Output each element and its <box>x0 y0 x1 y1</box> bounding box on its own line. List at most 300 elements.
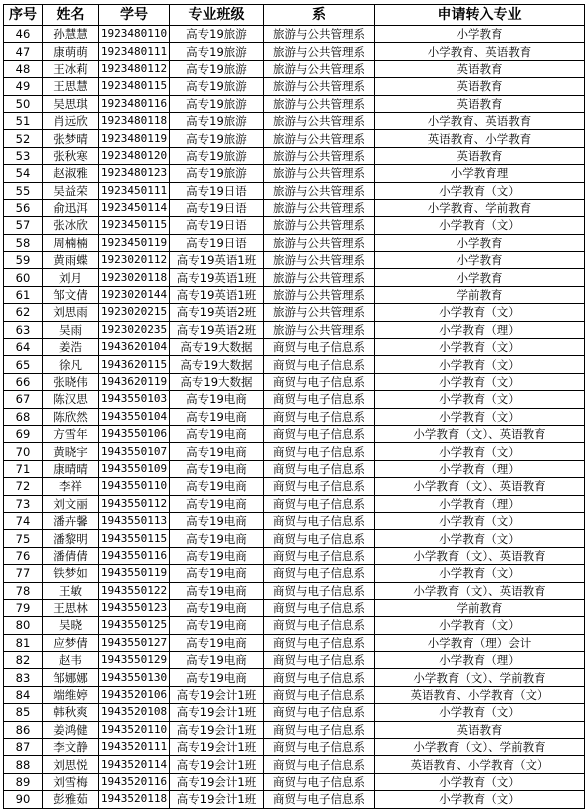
cell-department: 商贸与电子信息系 <box>264 756 375 773</box>
cell-target-major: 小学教育（文） <box>375 617 585 634</box>
cell-name: 吴雨 <box>43 321 99 338</box>
table-row <box>4 478 585 495</box>
cell-student-id: 1943550125 <box>99 617 170 634</box>
cell-class: 高专19旅游 <box>170 78 264 95</box>
cell-department: 商贸与电子信息系 <box>264 634 375 651</box>
cell-class: 高专19英语2班 <box>170 321 264 338</box>
cell-name: 俞迅洱 <box>43 199 99 216</box>
cell-student-id: 1943550119 <box>99 565 170 582</box>
table-row <box>4 704 585 721</box>
cell-student-id: 1943550103 <box>99 391 170 408</box>
cell-seq: 78 <box>4 582 43 599</box>
cell-student-id: 1923020144 <box>99 286 170 303</box>
cell-class: 高专19电商 <box>170 565 264 582</box>
table-row <box>4 721 585 738</box>
cell-class: 高专19电商 <box>170 547 264 564</box>
cell-target-major: 小学教育（文） <box>375 704 585 721</box>
table-row <box>4 339 585 356</box>
cell-department: 商贸与电子信息系 <box>264 495 375 512</box>
cell-name: 姜浩 <box>43 339 99 356</box>
cell-target-major: 小学教育（理） <box>375 495 585 512</box>
table-row <box>4 599 585 616</box>
cell-department: 商贸与电子信息系 <box>264 443 375 460</box>
cell-target-major: 小学教育 <box>375 269 585 286</box>
cell-name: 陈欣然 <box>43 408 99 425</box>
table-row <box>4 60 585 77</box>
table-row <box>4 495 585 512</box>
table-row <box>4 252 585 269</box>
cell-seq: 72 <box>4 478 43 495</box>
cell-department: 旅游与公共管理系 <box>264 60 375 77</box>
cell-name: 刘思悦 <box>43 756 99 773</box>
cell-name: 王思林 <box>43 599 99 616</box>
cell-student-id: 1943550122 <box>99 582 170 599</box>
cell-student-id: 1923450114 <box>99 199 170 216</box>
cell-seq: 55 <box>4 182 43 199</box>
cell-target-major: 小学教育 <box>375 252 585 269</box>
cell-student-id: 1943550116 <box>99 547 170 564</box>
cell-target-major: 英语教育、小学教育（文） <box>375 756 585 773</box>
cell-class: 高专19会计1班 <box>170 791 264 808</box>
cell-target-major: 小学教育（文）、学前教育 <box>375 739 585 756</box>
cell-student-id: 1943550115 <box>99 530 170 547</box>
table-row <box>4 217 585 234</box>
cell-class: 高专19英语1班 <box>170 269 264 286</box>
cell-target-major: 小学教育理 <box>375 165 585 182</box>
cell-student-id: 1923450119 <box>99 234 170 251</box>
cell-class: 高专19会计1班 <box>170 756 264 773</box>
cell-student-id: 1943550129 <box>99 652 170 669</box>
cell-class: 高专19电商 <box>170 460 264 477</box>
cell-target-major: 英语教育 <box>375 78 585 95</box>
cell-seq: 68 <box>4 408 43 425</box>
cell-class: 高专19旅游 <box>170 26 264 43</box>
cell-target-major: 英语教育 <box>375 721 585 738</box>
cell-seq: 75 <box>4 530 43 547</box>
cell-class: 高专19电商 <box>170 599 264 616</box>
table-header <box>4 5 585 26</box>
cell-name: 康晴晴 <box>43 460 99 477</box>
cell-student-id: 1943520108 <box>99 704 170 721</box>
cell-department: 商贸与电子信息系 <box>264 339 375 356</box>
cell-name: 李文静 <box>43 739 99 756</box>
cell-seq: 65 <box>4 356 43 373</box>
cell-name: 张晓伟 <box>43 373 99 390</box>
table-row <box>4 269 585 286</box>
cell-seq: 63 <box>4 321 43 338</box>
cell-seq: 70 <box>4 443 43 460</box>
cell-department: 商贸与电子信息系 <box>264 391 375 408</box>
cell-student-id: 1943550107 <box>99 443 170 460</box>
table-row <box>4 234 585 251</box>
cell-student-id: 1923480120 <box>99 147 170 164</box>
cell-seq: 67 <box>4 391 43 408</box>
cell-student-id: 1943550113 <box>99 512 170 529</box>
cell-department: 旅游与公共管理系 <box>264 304 375 321</box>
cell-class: 高专19会计1班 <box>170 686 264 703</box>
cell-seq: 48 <box>4 60 43 77</box>
table-row <box>4 686 585 703</box>
cell-name: 黄雨蝶 <box>43 252 99 269</box>
cell-class: 高专19日语 <box>170 182 264 199</box>
cell-department: 商贸与电子信息系 <box>264 425 375 442</box>
cell-student-id: 1943520106 <box>99 686 170 703</box>
cell-class: 高专19电商 <box>170 443 264 460</box>
cell-name: 张梦晴 <box>43 130 99 147</box>
cell-target-major: 小学教育、英语教育 <box>375 43 585 60</box>
table-row <box>4 652 585 669</box>
cell-target-major: 小学教育（文）、英语教育 <box>375 478 585 495</box>
cell-student-id: 1923480115 <box>99 78 170 95</box>
cell-class: 高专19电商 <box>170 391 264 408</box>
cell-student-id: 1943550109 <box>99 460 170 477</box>
cell-target-major: 小学教育、学前教育 <box>375 199 585 216</box>
table-row <box>4 530 585 547</box>
cell-name: 李祥 <box>43 478 99 495</box>
table-row <box>4 791 585 808</box>
cell-department: 商贸与电子信息系 <box>264 652 375 669</box>
cell-target-major: 小学教育（文） <box>375 391 585 408</box>
cell-student-id: 1923020215 <box>99 304 170 321</box>
cell-student-id: 1943520118 <box>99 791 170 808</box>
cell-student-id: 1923020118 <box>99 269 170 286</box>
cell-seq: 52 <box>4 130 43 147</box>
cell-class: 高专19旅游 <box>170 165 264 182</box>
cell-target-major: 小学教育（理）会计 <box>375 634 585 651</box>
cell-department: 商贸与电子信息系 <box>264 547 375 564</box>
cell-seq: 54 <box>4 165 43 182</box>
cell-class: 高专19电商 <box>170 495 264 512</box>
cell-target-major: 学前教育 <box>375 286 585 303</box>
cell-seq: 84 <box>4 686 43 703</box>
cell-department: 旅游与公共管理系 <box>264 95 375 112</box>
cell-name: 孙慧慧 <box>43 26 99 43</box>
table-row <box>4 112 585 129</box>
cell-seq: 87 <box>4 739 43 756</box>
cell-target-major: 小学教育（文） <box>375 443 585 460</box>
table-row <box>4 78 585 95</box>
cell-target-major: 小学教育（文） <box>375 304 585 321</box>
cell-target-major: 小学教育 <box>375 26 585 43</box>
cell-department: 商贸与电子信息系 <box>264 721 375 738</box>
cell-seq: 76 <box>4 547 43 564</box>
cell-class: 高专19旅游 <box>170 130 264 147</box>
cell-student-id: 1943620119 <box>99 373 170 390</box>
cell-name: 肖远欣 <box>43 112 99 129</box>
cell-target-major: 小学教育（文） <box>375 512 585 529</box>
cell-seq: 88 <box>4 756 43 773</box>
cell-seq: 61 <box>4 286 43 303</box>
cell-seq: 74 <box>4 512 43 529</box>
cell-class: 高专19日语 <box>170 199 264 216</box>
cell-department: 旅游与公共管理系 <box>264 269 375 286</box>
table-row <box>4 147 585 164</box>
cell-student-id: 1923020112 <box>99 252 170 269</box>
cell-target-major: 英语教育 <box>375 60 585 77</box>
cell-department: 旅游与公共管理系 <box>264 165 375 182</box>
cell-seq: 58 <box>4 234 43 251</box>
cell-class: 高专19旅游 <box>170 112 264 129</box>
cell-department: 旅游与公共管理系 <box>264 217 375 234</box>
cell-student-id: 1943550112 <box>99 495 170 512</box>
cell-student-id: 1923480111 <box>99 43 170 60</box>
cell-seq: 82 <box>4 652 43 669</box>
cell-class: 高专19电商 <box>170 478 264 495</box>
cell-seq: 90 <box>4 791 43 808</box>
cell-class: 高专19旅游 <box>170 43 264 60</box>
cell-student-id: 1943550110 <box>99 478 170 495</box>
cell-department: 商贸与电子信息系 <box>264 478 375 495</box>
cell-student-id: 1943620104 <box>99 339 170 356</box>
cell-seq: 51 <box>4 112 43 129</box>
cell-student-id: 1923480118 <box>99 112 170 129</box>
cell-target-major: 小学教育（文） <box>375 408 585 425</box>
cell-seq: 83 <box>4 669 43 686</box>
cell-department: 旅游与公共管理系 <box>264 199 375 216</box>
cell-student-id: 1943550130 <box>99 669 170 686</box>
cell-seq: 64 <box>4 339 43 356</box>
cell-name: 潘卉馨 <box>43 512 99 529</box>
cell-class: 高专19日语 <box>170 217 264 234</box>
table-row <box>4 512 585 529</box>
cell-student-id: 1923450115 <box>99 217 170 234</box>
table-row <box>4 773 585 790</box>
table-row <box>4 669 585 686</box>
cell-student-id: 1943620115 <box>99 356 170 373</box>
table-row <box>4 26 585 43</box>
cell-name: 潘黎明 <box>43 530 99 547</box>
header-class: 专业班级 <box>170 5 264 26</box>
cell-department: 商贸与电子信息系 <box>264 617 375 634</box>
cell-student-id: 1923480116 <box>99 95 170 112</box>
cell-department: 商贸与电子信息系 <box>264 739 375 756</box>
cell-name: 邹娜娜 <box>43 669 99 686</box>
cell-department: 商贸与电子信息系 <box>264 565 375 582</box>
cell-student-id: 1943550104 <box>99 408 170 425</box>
cell-name: 赵韦 <box>43 652 99 669</box>
table-row <box>4 582 585 599</box>
cell-target-major: 小学教育（文）、英语教育 <box>375 582 585 599</box>
cell-class: 高专19旅游 <box>170 147 264 164</box>
cell-target-major: 小学教育（理） <box>375 321 585 338</box>
cell-name: 刘雪梅 <box>43 773 99 790</box>
cell-seq: 77 <box>4 565 43 582</box>
cell-class: 高专19英语1班 <box>170 286 264 303</box>
cell-class: 高专19电商 <box>170 582 264 599</box>
cell-target-major: 英语教育 <box>375 95 585 112</box>
cell-seq: 60 <box>4 269 43 286</box>
cell-department: 商贸与电子信息系 <box>264 686 375 703</box>
cell-target-major: 小学教育 <box>375 234 585 251</box>
cell-seq: 69 <box>4 425 43 442</box>
table-row <box>4 199 585 216</box>
cell-name: 潘倩倩 <box>43 547 99 564</box>
table-row <box>4 756 585 773</box>
cell-department: 旅游与公共管理系 <box>264 26 375 43</box>
cell-target-major: 小学教育（文） <box>375 791 585 808</box>
cell-student-id: 1943520111 <box>99 739 170 756</box>
cell-target-major: 小学教育（文） <box>375 373 585 390</box>
cell-name: 铁梦如 <box>43 565 99 582</box>
cell-class: 高专19电商 <box>170 617 264 634</box>
cell-department: 旅游与公共管理系 <box>264 130 375 147</box>
cell-target-major: 英语教育、小学教育（文） <box>375 686 585 703</box>
cell-class: 高专19电商 <box>170 634 264 651</box>
cell-department: 商贸与电子信息系 <box>264 773 375 790</box>
cell-target-major: 小学教育（文） <box>375 339 585 356</box>
cell-target-major: 英语教育 <box>375 147 585 164</box>
cell-class: 高专19会计1班 <box>170 704 264 721</box>
cell-name: 康萌萌 <box>43 43 99 60</box>
table-row <box>4 321 585 338</box>
cell-student-id: 1943550123 <box>99 599 170 616</box>
cell-student-id: 1923480119 <box>99 130 170 147</box>
cell-name: 吴益荣 <box>43 182 99 199</box>
cell-seq: 81 <box>4 634 43 651</box>
cell-student-id: 1923450111 <box>99 182 170 199</box>
cell-seq: 89 <box>4 773 43 790</box>
cell-name: 周楠楠 <box>43 234 99 251</box>
table-row <box>4 443 585 460</box>
cell-student-id: 1943550127 <box>99 634 170 651</box>
cell-name: 张冰欣 <box>43 217 99 234</box>
cell-department: 商贸与电子信息系 <box>264 599 375 616</box>
cell-name: 刘文丽 <box>43 495 99 512</box>
header-seq: 序号 <box>4 5 43 26</box>
cell-department: 旅游与公共管理系 <box>264 252 375 269</box>
cell-name: 应梦倩 <box>43 634 99 651</box>
cell-name: 赵淑雅 <box>43 165 99 182</box>
header-row <box>4 5 585 26</box>
cell-name: 王冰莉 <box>43 60 99 77</box>
cell-class: 高专19电商 <box>170 425 264 442</box>
cell-name: 姜鸿健 <box>43 721 99 738</box>
cell-name: 陈汉思 <box>43 391 99 408</box>
cell-department: 商贸与电子信息系 <box>264 582 375 599</box>
cell-name: 刘思雨 <box>43 304 99 321</box>
cell-seq: 62 <box>4 304 43 321</box>
table-row <box>4 165 585 182</box>
table-row <box>4 304 585 321</box>
table-row <box>4 130 585 147</box>
table-row <box>4 43 585 60</box>
cell-name: 方雪年 <box>43 425 99 442</box>
cell-seq: 85 <box>4 704 43 721</box>
cell-name: 端维婷 <box>43 686 99 703</box>
table-row <box>4 739 585 756</box>
cell-student-id: 1943520110 <box>99 721 170 738</box>
cell-class: 高专19会计1班 <box>170 773 264 790</box>
cell-class: 高专19会计1班 <box>170 721 264 738</box>
cell-class: 高专19大数据 <box>170 339 264 356</box>
cell-target-major: 小学教育（文） <box>375 565 585 582</box>
table-row <box>4 425 585 442</box>
cell-class: 高专19电商 <box>170 530 264 547</box>
cell-seq: 56 <box>4 199 43 216</box>
table-row <box>4 460 585 477</box>
cell-seq: 47 <box>4 43 43 60</box>
cell-target-major: 小学教育、英语教育 <box>375 112 585 129</box>
cell-class: 高专19大数据 <box>170 373 264 390</box>
cell-target-major: 小学教育（文）、学前教育 <box>375 669 585 686</box>
cell-name: 王思慧 <box>43 78 99 95</box>
cell-department: 旅游与公共管理系 <box>264 112 375 129</box>
cell-department: 旅游与公共管理系 <box>264 234 375 251</box>
cell-department: 商贸与电子信息系 <box>264 408 375 425</box>
cell-name: 黄晓宇 <box>43 443 99 460</box>
cell-name: 韩秋爽 <box>43 704 99 721</box>
cell-department: 旅游与公共管理系 <box>264 43 375 60</box>
cell-department: 旅游与公共管理系 <box>264 147 375 164</box>
cell-class: 高专19旅游 <box>170 95 264 112</box>
cell-class: 高专19旅游 <box>170 60 264 77</box>
cell-department: 商贸与电子信息系 <box>264 791 375 808</box>
cell-student-id: 1923480112 <box>99 60 170 77</box>
cell-target-major: 小学教育（理） <box>375 460 585 477</box>
table-body <box>4 26 585 809</box>
cell-target-major: 小学教育（文） <box>375 530 585 547</box>
header-target-major: 申请转入专业 <box>375 5 585 26</box>
cell-department: 商贸与电子信息系 <box>264 373 375 390</box>
cell-seq: 59 <box>4 252 43 269</box>
cell-target-major: 小学教育（文） <box>375 356 585 373</box>
cell-name: 彭雅茹 <box>43 791 99 808</box>
transfer-application-table <box>3 4 585 809</box>
cell-department: 商贸与电子信息系 <box>264 356 375 373</box>
cell-seq: 57 <box>4 217 43 234</box>
cell-target-major: 小学教育（文） <box>375 217 585 234</box>
cell-student-id: 1923480110 <box>99 26 170 43</box>
cell-name: 邹文倩 <box>43 286 99 303</box>
cell-seq: 66 <box>4 373 43 390</box>
cell-target-major: 小学教育（文）、英语教育 <box>375 547 585 564</box>
cell-target-major: 英语教育、小学教育 <box>375 130 585 147</box>
cell-seq: 50 <box>4 95 43 112</box>
cell-name: 王敏 <box>43 582 99 599</box>
cell-class: 高专19英语2班 <box>170 304 264 321</box>
cell-seq: 73 <box>4 495 43 512</box>
cell-department: 旅游与公共管理系 <box>264 286 375 303</box>
cell-department: 商贸与电子信息系 <box>264 460 375 477</box>
cell-name: 张秋寒 <box>43 147 99 164</box>
table-row <box>4 408 585 425</box>
table-row <box>4 547 585 564</box>
cell-seq: 79 <box>4 599 43 616</box>
header-department: 系 <box>264 5 375 26</box>
cell-student-id: 1943550106 <box>99 425 170 442</box>
cell-seq: 46 <box>4 26 43 43</box>
table-row <box>4 617 585 634</box>
cell-name: 刘月 <box>43 269 99 286</box>
cell-target-major: 小学教育（理） <box>375 652 585 669</box>
cell-class: 高专19电商 <box>170 652 264 669</box>
cell-department: 旅游与公共管理系 <box>264 321 375 338</box>
cell-class: 高专19电商 <box>170 669 264 686</box>
cell-target-major: 学前教育 <box>375 599 585 616</box>
cell-name: 吴思琪 <box>43 95 99 112</box>
cell-seq: 53 <box>4 147 43 164</box>
cell-class: 高专19英语1班 <box>170 252 264 269</box>
cell-student-id: 1923020235 <box>99 321 170 338</box>
cell-class: 高专19电商 <box>170 512 264 529</box>
cell-department: 旅游与公共管理系 <box>264 182 375 199</box>
header-name: 姓名 <box>43 5 99 26</box>
cell-class: 高专19会计1班 <box>170 739 264 756</box>
cell-target-major: 小学教育（文） <box>375 182 585 199</box>
cell-class: 高专19日语 <box>170 234 264 251</box>
cell-name: 吴晓 <box>43 617 99 634</box>
cell-department: 商贸与电子信息系 <box>264 512 375 529</box>
